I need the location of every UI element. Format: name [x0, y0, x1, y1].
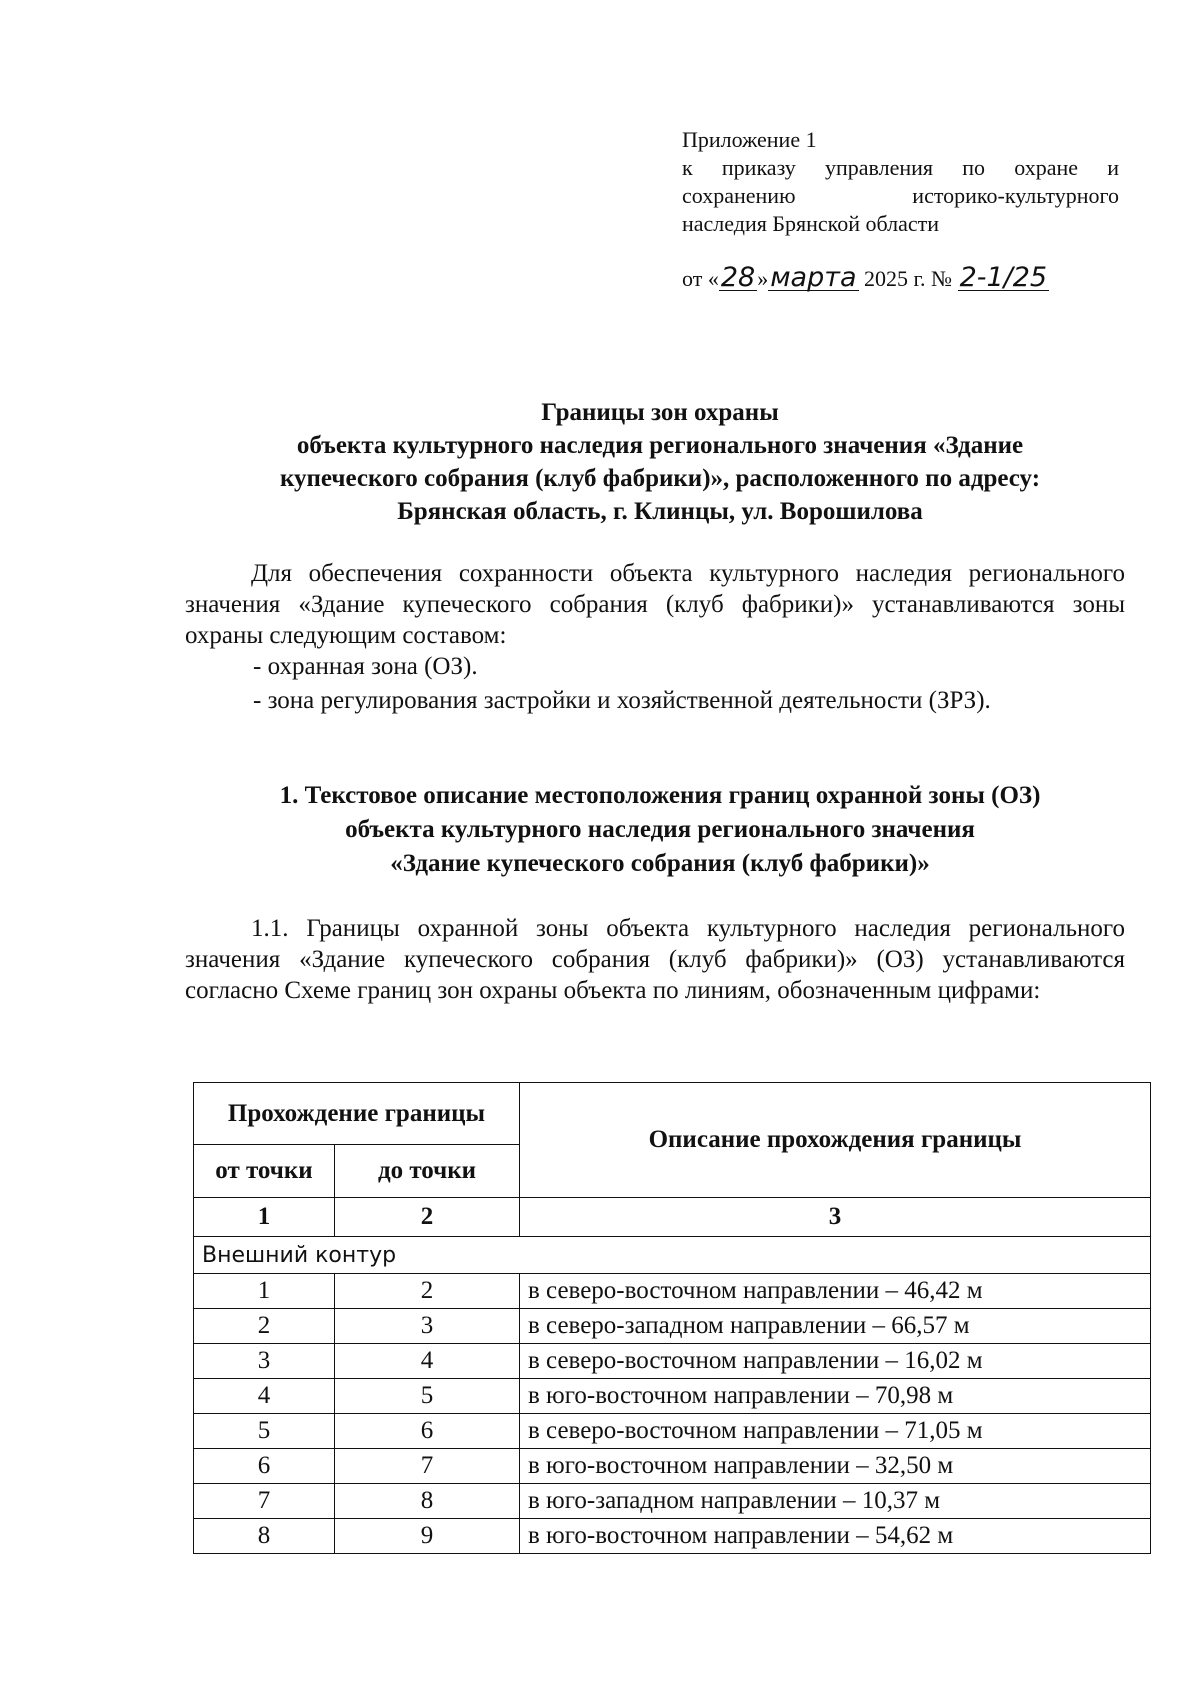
intro-text: Для обеспечения сохранности объекта культурного наследия регионального значения «Здание купеческого собрания (клуб фабрики)» устанавливаются зоны охраны следующим составом:	[185, 560, 1125, 649]
cell-to: 3	[335, 1309, 520, 1344]
table-row	[194, 1449, 1151, 1484]
table-row	[194, 1414, 1151, 1449]
title-line: объекта культурного наследия регионального значения «Здание	[296, 432, 1024, 459]
zone-list-item: - охранная зона (ОЗ).	[253, 653, 478, 680]
column-number: 1	[194, 1198, 335, 1237]
title-line: купеческого собрания (клуб фабрики)», расположенного по адресу:	[279, 465, 1041, 492]
cell-from: 1	[194, 1274, 335, 1309]
contour-label: Внешний контур	[194, 1237, 1151, 1274]
cell-desc: в юго-западном направлении – 10,37 м	[520, 1484, 1151, 1519]
order-year: 2025 г. №	[864, 266, 953, 291]
cell-to: 8	[335, 1484, 520, 1519]
table-row	[194, 1309, 1151, 1344]
cell-to: 9	[335, 1519, 520, 1554]
appendix-line: к приказу управления по охране и	[682, 155, 1119, 180]
order-prefix: от «	[682, 266, 719, 291]
table-row	[194, 1484, 1151, 1519]
cell-from: 3	[194, 1344, 335, 1379]
appendix-line: наследия Брянской области	[682, 211, 940, 236]
cell-to: 7	[335, 1449, 520, 1484]
header-from: от точки	[194, 1145, 335, 1198]
cell-desc: в юго-восточном направлении – 70,98 м	[520, 1379, 1151, 1414]
cell-from: 6	[194, 1449, 335, 1484]
appendix-line: сохранению историко-культурного	[682, 183, 1119, 208]
cell-desc: в северо-восточном направлении – 16,02 м	[520, 1344, 1151, 1379]
title-line: Брянская область, г. Клинцы, ул. Ворошилова	[397, 498, 923, 525]
order-month: марта	[770, 262, 857, 293]
appendix-title: Приложение 1	[682, 127, 817, 152]
column-number: 3	[520, 1198, 1151, 1237]
cell-from: 2	[194, 1309, 335, 1344]
cell-from: 7	[194, 1484, 335, 1519]
boundary-table	[193, 1082, 1151, 1554]
table-row	[194, 1344, 1151, 1379]
cell-to: 5	[335, 1379, 520, 1414]
order-mid: »	[757, 266, 769, 291]
intro-paragraph	[185, 558, 1125, 651]
section-title-line: 1. Текстовое описание местоположения границ охранной зоны (ОЗ)	[279, 782, 1041, 809]
table-row	[194, 1379, 1151, 1414]
cell-from: 5	[194, 1414, 335, 1449]
table-row	[194, 1274, 1151, 1309]
cell-desc: в юго-восточном направлении – 54,62 м	[520, 1519, 1151, 1554]
header-description: Описание прохождения границы	[520, 1083, 1151, 1198]
section-title	[130, 779, 1190, 881]
paragraph-1-1	[185, 913, 1125, 1006]
cell-from: 8	[194, 1519, 335, 1554]
paragraph-1-1-text: 1.1. Границы охранной зоны объекта культурного наследия регионального значения «Здание купеческого собрания (клуб фабрики)» (ОЗ) устанавливаются согласно Схеме границ зон охраны объекта по линиям, обозначенным цифрами:	[185, 915, 1125, 1004]
cell-desc: в юго-восточном направлении – 32,50 м	[520, 1449, 1151, 1484]
section-title-line: «Здание купеческого собрания (клуб фабрики)»	[390, 850, 930, 877]
cell-to: 4	[335, 1344, 520, 1379]
header-group: Прохождение границы	[194, 1083, 520, 1145]
cell-to: 2	[335, 1274, 520, 1309]
column-number: 2	[335, 1198, 520, 1237]
header-to: до точки	[335, 1145, 520, 1198]
order-day: 28	[720, 262, 756, 293]
cell-from: 4	[194, 1379, 335, 1414]
cell-desc: в северо-западном направлении – 66,57 м	[520, 1309, 1151, 1344]
cell-desc: в северо-восточном направлении – 71,05 м	[520, 1414, 1151, 1449]
zone-list-item: - зона регулирования застройки и хозяйственной деятельности (ЗРЗ).	[253, 687, 991, 714]
order-number: 2-1/25	[959, 262, 1048, 293]
cell-desc: в северо-восточном направлении – 46,42 м	[520, 1274, 1151, 1309]
document-title	[130, 396, 1190, 528]
cell-to: 6	[335, 1414, 520, 1449]
order-date-number	[682, 262, 1049, 293]
section-title-line: объекта культурного наследия регионального значения	[345, 816, 975, 843]
title-line: Границы зон охраны	[541, 399, 779, 426]
appendix-block	[682, 126, 1119, 238]
table-row	[194, 1519, 1151, 1554]
